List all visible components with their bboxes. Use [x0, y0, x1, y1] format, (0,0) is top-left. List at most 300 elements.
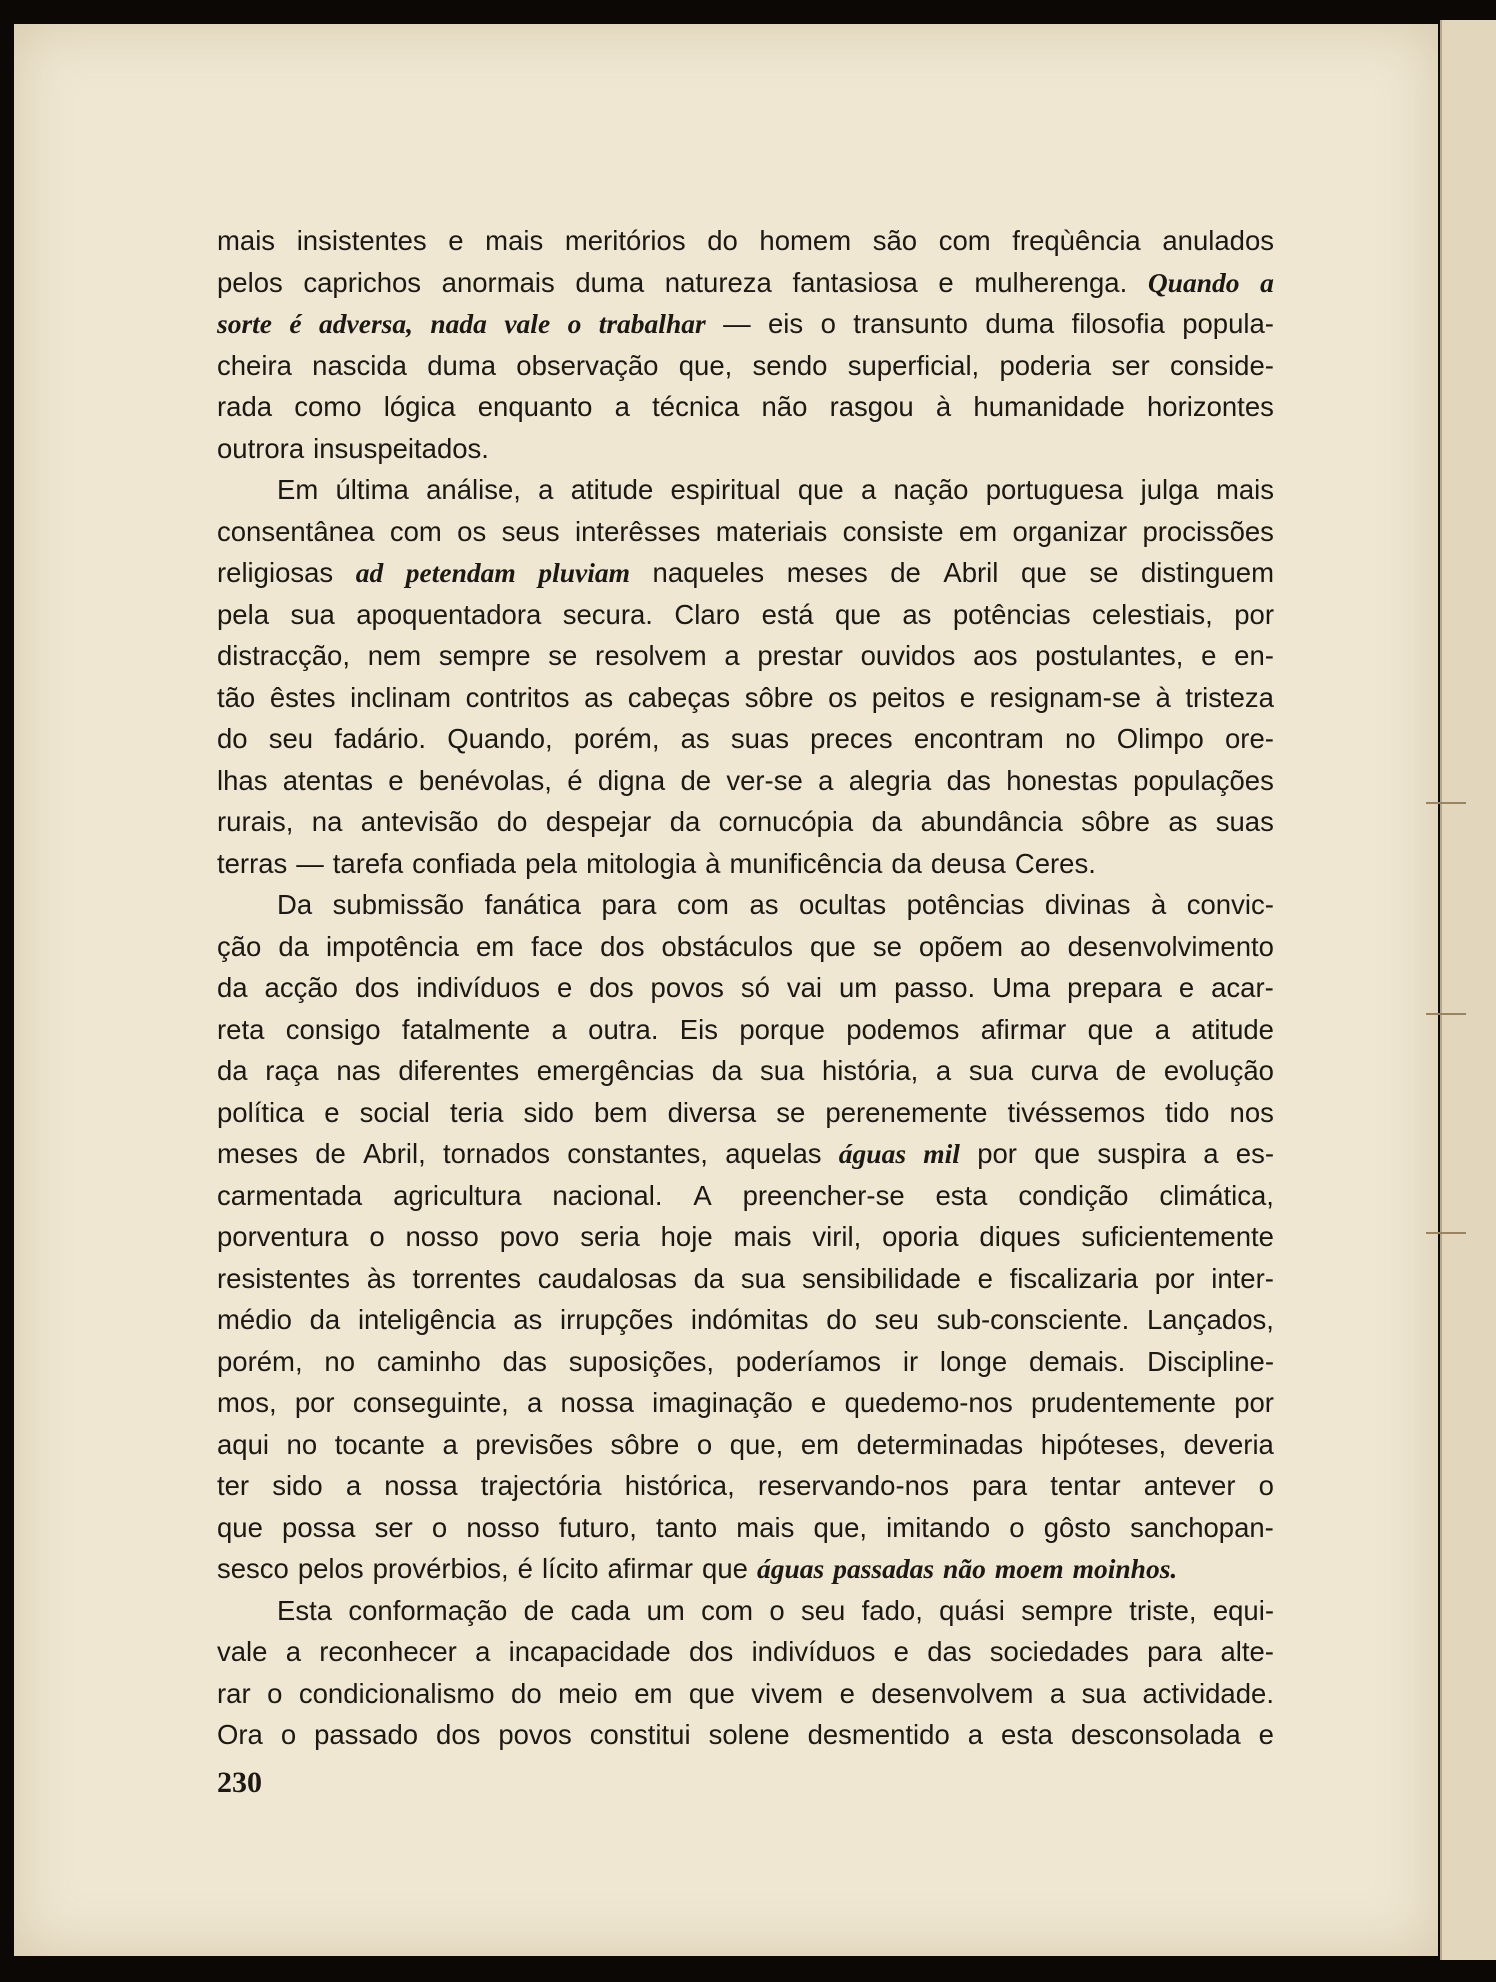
- word: outrora: [217, 432, 305, 464]
- word: submissão: [332, 889, 465, 920]
- word: um: [646, 1594, 685, 1626]
- word: política: [217, 1096, 305, 1128]
- word: ore-: [1225, 723, 1274, 754]
- word: caminho: [376, 1345, 481, 1377]
- word: sempre: [438, 640, 531, 671]
- word: inter-: [1211, 1262, 1274, 1294]
- word: fadário.: [334, 723, 427, 754]
- word: à: [705, 847, 721, 879]
- word: dos: [354, 972, 400, 1003]
- word: e: [1258, 1719, 1274, 1750]
- word: —: [723, 308, 751, 339]
- word: que: [688, 1677, 735, 1709]
- word: reta: [217, 1013, 265, 1045]
- word: deusa: [930, 847, 1006, 879]
- word: das: [502, 1345, 547, 1377]
- word: eis: [768, 308, 804, 339]
- word: ter: [217, 1470, 250, 1501]
- word: preencher-se: [742, 1179, 905, 1211]
- word: transunto: [853, 308, 968, 339]
- word: alegria: [848, 764, 932, 796]
- word: última: [335, 474, 409, 505]
- text-line: [217, 345, 1274, 387]
- word: desenvolvem: [871, 1677, 1034, 1709]
- word: constantes,: [567, 1138, 708, 1169]
- word: lhas: [217, 764, 268, 796]
- word: às: [366, 1262, 396, 1294]
- word: julga: [1140, 474, 1199, 505]
- word: Ceres.: [1014, 847, 1096, 879]
- word: raça: [265, 1055, 319, 1086]
- word: os: [828, 681, 858, 713]
- word: incapacidade: [508, 1636, 671, 1667]
- word: mitologia: [586, 847, 697, 879]
- word: nossa: [560, 1387, 634, 1418]
- word: mais: [217, 225, 276, 256]
- word: gôsto: [1043, 1511, 1111, 1543]
- word: quási: [939, 1594, 1005, 1626]
- word: como: [294, 391, 362, 422]
- text-line: [217, 220, 1274, 262]
- text-line: [217, 594, 1274, 636]
- word: resignam-se: [989, 681, 1141, 713]
- word: atitude: [1191, 1013, 1274, 1045]
- word: lícito: [541, 1553, 599, 1584]
- word: passado: [314, 1719, 419, 1750]
- word: o: [769, 1594, 785, 1626]
- word: suspira: [1097, 1138, 1186, 1169]
- word: que: [702, 1553, 748, 1584]
- word: por: [1234, 1387, 1274, 1418]
- word: dos: [589, 972, 634, 1003]
- word: imitando: [886, 1511, 991, 1543]
- word: possa: [282, 1511, 356, 1543]
- word: peitos: [871, 681, 946, 713]
- word: dos: [600, 930, 645, 962]
- italic-word: adversa,: [319, 308, 413, 339]
- text-line: [217, 1299, 1274, 1341]
- italic-word: pluviam: [538, 557, 630, 588]
- word: com: [389, 515, 442, 547]
- word: diversa: [667, 1096, 757, 1128]
- word: evolução: [1163, 1055, 1274, 1086]
- word: a: [345, 1470, 362, 1501]
- word: meses: [786, 557, 868, 588]
- word: rasgou: [829, 391, 914, 422]
- word: em: [475, 930, 515, 962]
- text-line: [217, 1465, 1274, 1507]
- word: do: [496, 806, 528, 837]
- word: o: [696, 1428, 713, 1460]
- word: sua: [760, 1055, 805, 1086]
- word: Ora: [217, 1719, 263, 1750]
- word: e: [839, 1677, 855, 1709]
- word: a: [1154, 1013, 1171, 1045]
- word: Em: [277, 474, 319, 505]
- word: perenemente: [825, 1096, 988, 1128]
- word: e: [938, 266, 954, 298]
- word: sendo: [752, 349, 828, 381]
- word: desenvolvimento: [1067, 930, 1274, 962]
- word: de: [1115, 1055, 1147, 1086]
- word: sociedades: [989, 1636, 1129, 1667]
- word: e: [1178, 972, 1195, 1003]
- word: anormais: [441, 266, 555, 298]
- word: e: [556, 972, 573, 1003]
- text-line: [217, 469, 1274, 511]
- word: a: [527, 1387, 543, 1418]
- italic-word: sorte: [217, 308, 272, 339]
- word: da: [217, 972, 248, 1003]
- word: do: [511, 1677, 542, 1709]
- word: e: [1201, 640, 1217, 671]
- word: imaginação: [652, 1387, 793, 1418]
- word: com: [701, 1594, 754, 1626]
- italic-word: passadas: [833, 1553, 935, 1584]
- text-line: [217, 1548, 1274, 1590]
- word: confiada: [412, 847, 517, 879]
- word: indómitas: [690, 1304, 809, 1335]
- word: rar: [217, 1677, 251, 1709]
- word: futuro,: [558, 1511, 637, 1543]
- word: atitude: [570, 474, 654, 505]
- word: da: [309, 1304, 341, 1335]
- word: e: [448, 225, 464, 256]
- word: podemos: [846, 1013, 960, 1045]
- word: conseguinte,: [352, 1387, 509, 1418]
- word: quedemo-nos: [844, 1387, 1013, 1418]
- word: meio: [558, 1677, 618, 1709]
- word: poderíamos: [735, 1345, 882, 1377]
- text-line: [217, 1133, 1274, 1175]
- word: caudalosas: [537, 1262, 677, 1294]
- word: fatalmente: [401, 1013, 531, 1045]
- word: a: [538, 474, 554, 505]
- word: é: [567, 764, 583, 796]
- word: sensibilidade: [801, 1262, 961, 1294]
- word: fanática: [484, 889, 581, 920]
- word: Da: [277, 889, 313, 920]
- word: trajectória: [480, 1470, 602, 1501]
- word: seu: [268, 723, 314, 754]
- word: sub-consciente.: [936, 1304, 1130, 1335]
- word: mais: [736, 1511, 795, 1543]
- word: a: [551, 1013, 567, 1045]
- word: consigo: [285, 1013, 381, 1045]
- word: com: [676, 889, 729, 920]
- word: nem: [367, 640, 422, 671]
- italic-word: é: [289, 308, 302, 339]
- book-page: [14, 24, 1438, 1956]
- word: êstes: [269, 681, 336, 713]
- word: as: [513, 1304, 543, 1335]
- word: poderia: [999, 349, 1092, 381]
- word: alte-: [1220, 1636, 1274, 1667]
- word: porém,: [217, 1345, 303, 1377]
- word: tentar: [1050, 1470, 1121, 1501]
- word: convic-: [1186, 889, 1274, 920]
- italic-word: não: [943, 1553, 986, 1584]
- word: o: [267, 1677, 283, 1709]
- italic-word: moem: [994, 1553, 1064, 1584]
- word: homem: [759, 225, 852, 256]
- word: porventura: [217, 1221, 349, 1252]
- word: de: [523, 1594, 555, 1626]
- italic-word: moinhos.: [1072, 1553, 1178, 1584]
- word: natureza: [664, 266, 772, 298]
- word: espiritual: [670, 474, 781, 505]
- word: passo.: [894, 972, 976, 1003]
- word: antever: [1143, 1470, 1236, 1501]
- word: solene: [708, 1719, 790, 1750]
- word: meritórios: [564, 225, 686, 256]
- word: preces: [810, 723, 893, 754]
- text-line: [217, 1714, 1274, 1756]
- word: observação: [516, 349, 659, 381]
- text-line: [217, 1382, 1274, 1424]
- word: caprichos: [303, 266, 422, 298]
- word: prepara: [1067, 972, 1162, 1003]
- text-line: [217, 1673, 1274, 1715]
- word: Discipline-: [1147, 1345, 1274, 1377]
- word: torrentes: [412, 1262, 521, 1294]
- word: fiscalizaria: [1009, 1262, 1139, 1294]
- word: a: [818, 764, 834, 796]
- word: sido: [272, 1470, 323, 1501]
- word: no: [324, 1345, 355, 1377]
- text-line: [217, 718, 1274, 760]
- word: teria: [449, 1096, 504, 1128]
- word: contritos: [465, 681, 570, 713]
- word: são: [872, 225, 918, 256]
- word: popula-: [1182, 308, 1274, 339]
- word: de: [680, 764, 712, 796]
- word: face: [531, 930, 584, 962]
- word: seu: [801, 1594, 846, 1626]
- word: antevisão: [360, 806, 479, 837]
- word: que: [797, 474, 844, 505]
- word: sua: [740, 1262, 786, 1294]
- word: a: [724, 640, 740, 671]
- word: sua: [1081, 1677, 1126, 1709]
- word: em: [958, 515, 998, 547]
- word: bem: [594, 1096, 648, 1128]
- word: suficientemente: [1081, 1221, 1274, 1252]
- word: pela: [525, 847, 578, 879]
- word: abundância: [920, 806, 1063, 837]
- text-line: [217, 262, 1274, 304]
- word: mos,: [217, 1387, 277, 1418]
- word: viril,: [812, 1221, 862, 1252]
- word: o: [1258, 1470, 1274, 1501]
- word: ser: [374, 1511, 413, 1543]
- word: acar-: [1211, 972, 1274, 1003]
- word: e: [324, 1096, 340, 1128]
- text-line: [217, 1341, 1274, 1383]
- word: não: [761, 391, 808, 422]
- text-line: [217, 884, 1274, 926]
- word: as: [584, 681, 614, 713]
- italic-word: mil: [923, 1138, 960, 1169]
- word: suas: [730, 723, 789, 754]
- word: cabeças: [627, 681, 731, 713]
- word: desconsolada: [1070, 1719, 1241, 1750]
- italic-word: petendam: [405, 557, 516, 588]
- word: se: [872, 930, 902, 962]
- word: rada: [217, 391, 273, 422]
- word: a: [860, 474, 877, 505]
- word: potências: [952, 598, 1071, 630]
- word: com: [938, 225, 991, 256]
- word: tornados: [443, 1138, 551, 1169]
- word: terras: [217, 847, 288, 879]
- word: que: [1034, 1138, 1081, 1169]
- word: e: [959, 681, 975, 713]
- word: da: [669, 806, 701, 837]
- word: da: [891, 847, 922, 879]
- word: distinguem: [1140, 557, 1274, 588]
- word: sôbre: [744, 681, 814, 713]
- word: prestar: [757, 640, 843, 671]
- word: e: [893, 1636, 909, 1667]
- word: interêsses: [575, 515, 701, 547]
- word: do: [217, 723, 248, 754]
- word: munificência: [729, 847, 883, 879]
- word: nosso: [405, 1221, 479, 1252]
- word: as: [902, 598, 932, 630]
- italic-word: Quando: [1147, 266, 1240, 298]
- word: sempre: [1021, 1594, 1113, 1626]
- word: duma: [427, 349, 497, 381]
- word: Lançados,: [1146, 1304, 1274, 1335]
- word: actividade.: [1142, 1677, 1274, 1709]
- word: potências: [906, 889, 1025, 920]
- word: celestiais,: [1092, 598, 1213, 630]
- word: triste,: [1129, 1594, 1197, 1626]
- word: tristeza: [1185, 681, 1274, 713]
- word: as: [749, 889, 779, 920]
- word: nascida: [312, 349, 407, 381]
- word: e: [977, 1262, 993, 1294]
- text-line: [217, 801, 1274, 843]
- word: se: [1089, 557, 1119, 588]
- word: seria: [580, 1221, 640, 1252]
- word: de: [315, 1138, 346, 1169]
- text-line: [217, 967, 1274, 1009]
- word: em: [800, 1428, 840, 1460]
- word: organizar: [1012, 515, 1128, 547]
- word: Uma: [992, 972, 1051, 1003]
- word: que,: [678, 349, 733, 381]
- word: procissões: [1142, 515, 1274, 547]
- word: ver-se: [726, 764, 803, 796]
- text-line: [217, 1175, 1274, 1217]
- word: as: [680, 723, 710, 754]
- word: do: [826, 1304, 857, 1335]
- word: horizontes: [1146, 391, 1274, 422]
- word: Eis: [679, 1013, 718, 1045]
- italic-word: nada: [430, 308, 487, 339]
- word: encontram: [913, 723, 1044, 754]
- text-line: [217, 428, 1274, 470]
- word: vale: [217, 1636, 268, 1667]
- word: da: [693, 1262, 725, 1294]
- word: postulantes,: [1035, 640, 1184, 671]
- word: rurais,: [217, 806, 294, 837]
- word: inclinam: [350, 681, 451, 713]
- word: nosso: [466, 1511, 540, 1543]
- word: sido: [523, 1096, 574, 1128]
- word: da: [278, 930, 309, 962]
- word: conformação: [348, 1594, 508, 1626]
- word: cheira: [217, 349, 292, 381]
- word: meses: [217, 1138, 298, 1169]
- word: diferentes: [398, 1055, 520, 1086]
- word: agricultura: [393, 1179, 522, 1211]
- fold-mark: [1426, 1232, 1466, 1234]
- word: prudentemente: [1030, 1387, 1216, 1418]
- word: tivéssemos: [1007, 1096, 1146, 1128]
- word: oporia: [882, 1221, 959, 1252]
- word: ao: [1019, 930, 1051, 962]
- word: tão: [217, 681, 256, 713]
- adjacent-page-edge: [1440, 20, 1496, 1960]
- word: Olimpo: [1116, 723, 1204, 754]
- word: duma: [985, 308, 1055, 339]
- word: aqui: [217, 1428, 269, 1460]
- word: nacional.: [552, 1179, 663, 1211]
- word: suposições,: [568, 1345, 714, 1377]
- word: história,: [821, 1055, 919, 1086]
- word: tido: [1165, 1096, 1210, 1128]
- word: ser: [1111, 349, 1150, 381]
- text-line: [217, 1050, 1274, 1092]
- word: porém,: [573, 723, 660, 754]
- word: técnica: [652, 391, 740, 422]
- word: para: [972, 1470, 1028, 1501]
- word: constitui: [589, 1719, 691, 1750]
- word: as: [1168, 806, 1198, 837]
- word: indivíduos: [416, 972, 541, 1003]
- word: povos: [498, 1719, 572, 1750]
- word: resolvem: [595, 640, 707, 671]
- word: digna: [597, 764, 666, 796]
- text-line: [217, 1092, 1274, 1134]
- word: que: [217, 1511, 263, 1543]
- word: à: [1155, 681, 1171, 713]
- word: enquanto: [477, 391, 593, 422]
- page-number: 230: [217, 1766, 262, 1799]
- text-line: [217, 760, 1274, 802]
- word: no: [1064, 723, 1096, 754]
- word: para: [1147, 1636, 1203, 1667]
- word: para: [601, 889, 657, 920]
- italic-word: o: [567, 308, 582, 339]
- text-line: [217, 635, 1274, 677]
- word: humanidade: [973, 391, 1125, 422]
- word: se: [548, 640, 578, 671]
- word: superficial,: [847, 349, 980, 381]
- word: insuspeitados.: [313, 432, 489, 464]
- word: que: [835, 598, 881, 630]
- italic-word: ad: [355, 557, 384, 588]
- word: freqùência: [1012, 225, 1141, 256]
- word: cada: [570, 1594, 631, 1626]
- text-line: [217, 511, 1274, 553]
- word: Quando,: [447, 723, 553, 754]
- word: esta: [1001, 1719, 1053, 1750]
- word: do: [707, 225, 738, 256]
